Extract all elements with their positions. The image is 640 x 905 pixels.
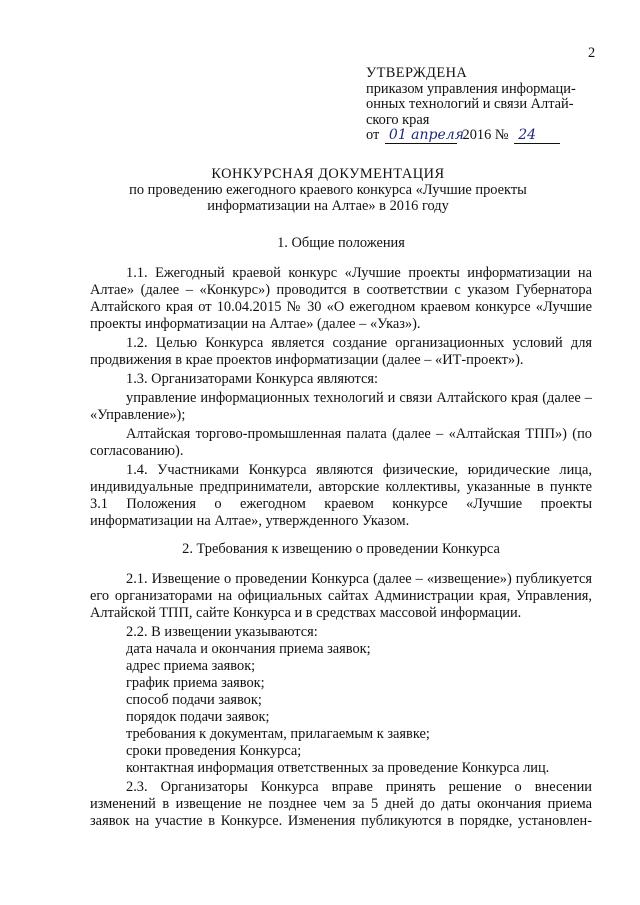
list-item: порядок подачи заявок; xyxy=(126,709,270,725)
list-item: график приема заявок; xyxy=(126,675,265,691)
paragraph-1-2: 1.2. Целью Конкурса является создание организационных условий для продвижения в крае проектов информатизации (далее – «ИТ-проект»). xyxy=(90,335,592,368)
paragraph-1-1: 1.1. Ежегодный краевой конкурс «Лучшие проекты информатизации на Алтае» (далее – «Конкурс») проводится в соответствии с указом Губернатора Алтайского края от 10.04.2015 № 30 «О ежегодном краевом конкурсе «Лучшие проекты информатизации на Алтае» (далее – «Указ»). xyxy=(90,265,592,332)
approval-year: 2016 № xyxy=(462,127,509,143)
approval-line: приказом управления информаци- xyxy=(366,80,576,97)
subtitle-line: информатизации на Алтае» в 2016 году xyxy=(207,197,449,214)
subtitle-line: по проведению ежегодного краевого конкурса «Лучшие проекты xyxy=(129,182,527,198)
handwritten-date: 01 апреля xyxy=(385,128,457,144)
section-1 xyxy=(90,235,592,530)
paragraph-1-3-a: управление информационных технологий и связи Алтайского края (далее – «Управление»); xyxy=(90,390,592,423)
notice-items-list xyxy=(90,641,592,777)
section-heading: 2. Требования к извещению о проведении Конкурса xyxy=(182,541,500,557)
list-item: контактная информация ответственных за проведение Конкурса лиц. xyxy=(126,760,550,776)
document-title: КОНКУРСНАЯ ДОКУМЕНТАЦИЯ xyxy=(211,166,445,182)
list-item: дата начала и окончания приема заявок; xyxy=(126,641,371,657)
approval-line: онных технологий и связи Алтай- xyxy=(366,96,574,112)
paragraph-2-3: 2.3. Организаторы Конкурса вправе принять решение о внесении изменений в извещение не позднее чем за 5 дней до даты окончания приема заявок на участие в Конкурсе. Изменения публикуются в порядке, установлен- xyxy=(90,779,592,829)
paragraph-1-4: 1.4. Участниками Конкурса являются физические, юридические лица, индивидуальные предприниматели, авторские коллективы, указанные в пункте 3.1 Положения о ежегодном краевом конкурсе «Лучшие проекты информатизации на Алтае», утвержденного Указом. xyxy=(90,462,592,529)
paragraph-2-2: 2.2. В извещении указываются: xyxy=(126,624,318,640)
approval-line: ского края xyxy=(366,111,430,128)
page-number: 2 xyxy=(588,45,596,61)
handwritten-number: 24 xyxy=(514,128,560,144)
document-subtitle xyxy=(88,183,568,214)
section-heading: 1. Общие положения xyxy=(277,235,405,251)
approval-stamp xyxy=(366,66,606,145)
list-item: способ подачи заявок; xyxy=(126,692,262,708)
paragraph-1-3-b: Алтайская торгово-промышленная палата (далее – «Алтайская ТПП») (по согласованию). xyxy=(90,426,592,459)
section-2 xyxy=(90,541,592,830)
date-prefix: от xyxy=(366,127,380,143)
list-item: требования к документам, прилагаемым к заявке; xyxy=(126,726,430,742)
list-item: сроки проведения Конкурса; xyxy=(126,743,302,759)
approval-heading: УТВЕРЖДЕНА xyxy=(366,65,468,81)
list-item: адрес приема заявок; xyxy=(126,658,256,674)
approval-date-row xyxy=(366,128,606,145)
paragraph-2-1: 2.1. Извещение о проведении Конкурса (далее – «извещение») публикуется его организаторами на официальных сайтах Администрации края, Управления, Алтайской ТПП, сайте Конкурса и в средствах массовой информации. xyxy=(90,571,592,621)
paragraph-1-3: 1.3. Организаторами Конкурса являются: xyxy=(126,371,379,387)
